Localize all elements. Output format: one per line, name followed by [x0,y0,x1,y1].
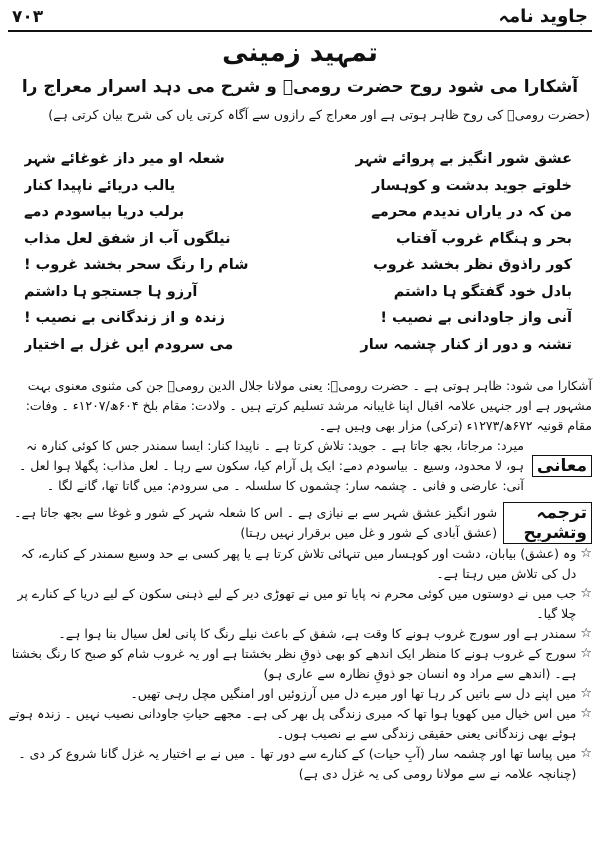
verse-line [24,146,572,173]
explanation-item [8,624,592,644]
verse-hemistich: من کہ در یاراں ندیدم محرمے [371,204,572,220]
verse-hemistich: زندہ و از زندگانی بے نصیب ! [24,310,225,326]
verse-hemistich: خلوتے جوید بدشت و کوہسار [372,177,572,194]
star-icon: ☆ [580,746,592,761]
book-title: جاوید نامہ [498,6,588,27]
verse-hemistich: یالب دریائے ناپیدا کنار [24,177,176,194]
verse-line [24,252,572,279]
verse-hemistich: کور راذوق نظر بخشد غروب [373,257,572,273]
explanation-text: جب میں نے دوستوں میں کوئی محرم نہ پایا تو میں نے تھوڑی دیر کے لیے ذہنی سکون کے لیے دریا کے کنارے پر چلا گیا۔ [17,586,577,621]
explanation-item [8,584,592,624]
explanation-item [8,644,592,684]
explanation-item [8,544,592,584]
translation-heading: ترجمہ وتشریح [503,502,592,544]
verse-hemistich: نیلگوں آب از شفق لعل مذاب [24,230,231,247]
verse-hemistich: بادل خود گفتگو ہا داشتم [393,283,572,300]
explanation-text: میں اپنے دل سے باتیں کر رہا تھا اور میرے دل میں آرزوئیں اور امنگیں مچل رہی تھیں۔ [130,686,577,701]
verse-line [24,226,572,253]
star-icon: ☆ [580,586,592,601]
translation-intro: شور انگیز عشق شہر سے بے نیازی ہے ۔ اس کا شعلہ شہر کے شور و غوغا سے بجھ جاتا ہے۔ (عشق آبادی کے شور و غل میں برقرار نہیں رہتا) [14,505,498,540]
explanation-text: میں اس خیال میں کھویا ہوا تھا کہ میری زندگی پل بھر کی ہے۔ مجھے حیاتِ جاودانی نصیب نہیں ۔ زندہ ہوتے ہوئے بھی زندگانی یعنی حقیقی زندگی سے بے نصیب ہوں۔ [8,706,577,741]
star-icon: ☆ [580,646,592,661]
page-number: ۷۰۳ [12,7,44,27]
star-icon: ☆ [580,706,592,721]
verse-line [24,199,572,226]
verse-line [24,305,572,332]
meanings-text: میرد: مرجاتا، بجھ جاتا ہے ۔ جوید: تلاش کرتا ہے ۔ ناپیدا کنار: ایسا سمندر جس کا کوئی کنارہ نہ ہو، لا محدود، وسیع ۔ بیاسودم دمے: ایک پل آرام کیا، سکون سے رہا ۔ لعل مذاب: پگھلا ہوا لعل ۔ آنی: عارضی و فانی ۔ چشمہ سار: چشموں کا سلسلہ ۔ می سرودم: میں گاتا تھا، گانے لگا ۔ [18,438,524,493]
verse-hemistich: برلب دریا بیاسودم دمے [24,204,185,220]
commentary [8,376,592,784]
star-icon: ☆ [580,546,592,561]
chapter-subtitle: آشکارا می شود روح حضرت رومیؒ و شرح می دہد اسرار معراج را [21,77,579,97]
verse-hemistich: شام را رنگ سحر بخشد غروب ! [24,257,249,273]
verse-hemistich: عشق شور انگیز بے پروائے شہر [355,151,572,167]
verses-block [24,146,572,358]
note-paragraph: آشکارا می شود: ظاہر ہوتی ہے ۔ حضرت رومیؒ: یعنی مولانا جلال الدین رومیؒ جن کی مثنوی معنوی بہت مشہور ہے اور جنہیں علامہ اقبال اپنا غایبانہ مرشد تسلیم کرتے ہیں ۔ ولادت: مقام بلخ ۶۰۴ھ/۱۲۰۷ء ۔ وفات: مقام قونیہ ۶۷۲ھ/۱۲۷۳ء (ترکی) مزار بھی وہیں ہے۔ [25,378,592,433]
verse-hemistich: بحر و ہنگام غروب آفتاب [396,230,572,247]
verse-line [24,279,572,306]
meanings-section [8,436,592,496]
verse-hemistich: شعلہ او میر داز غوغائے شہر [24,151,225,167]
verse-hemistich: تشنہ و دور از کنار چشمہ سار [360,336,572,353]
page-header [8,6,592,32]
verse-hemistich: آرزو ہا جستجو ہا داشتم [24,283,198,300]
explanation-text: میں پیاسا تھا اور چشمہ سار (آبِ حیات) کے کنارے سے دور تھا ۔ میں نے بے اختیار یہ غزل گانا شروع کر دی ۔ (چنانچہ علامہ نے سے مولانا رومی کی یہ غزل دی ہے) [18,746,577,781]
explanation-item [8,744,592,784]
verse-line [24,173,572,200]
verse-line [24,332,572,359]
explanation-text: سمندر ہے اور سورج غروب ہونے کا وقت ہے، شفق کے باعث نیلے رنگ کا پانی لعل سیال بنا ہوا ہے۔ [58,626,577,641]
explanation-text: وہ (عشق) بیابان، دشت اور کوہسار میں تنہائی تلاش کرتا ہے یا پھر کسی بے حد وسیع سمندر کے کنارے، کہ دل کی تلاش میں رہتا ہے۔ [20,546,577,581]
verse-hemistich: آنی واز جاودانی بے نصیب ! [380,310,572,326]
intro-text: (حضرت رومیؒ کی روح ظاہر ہوتی ہے اور معراج کے رازوں سے آگاہ کرتی یاں کی شرح بیان کرتی ہے) [48,107,590,122]
star-icon: ☆ [580,686,592,701]
explanation-text: سورج کے غروب ہونے کا منظر ایک اندھے کو بھی ذوقِ نظر بخشتا ہے اور یہ غروب شام کو صبح کا رنگ بخشتا ہے۔ (اندھے سے مراد وہ انسان جو ذوقِ نظارہ سے عاری ہو) [11,646,577,681]
explanation-item [8,704,592,744]
translation-section [8,502,592,544]
verse-hemistich: می سرودم ایں غزل بے اختیار [24,336,234,353]
chapter-title: تمہید زمینی [222,38,378,68]
explanation-item [8,684,592,704]
meanings-heading: معانی [532,455,592,477]
star-icon: ☆ [580,626,592,641]
